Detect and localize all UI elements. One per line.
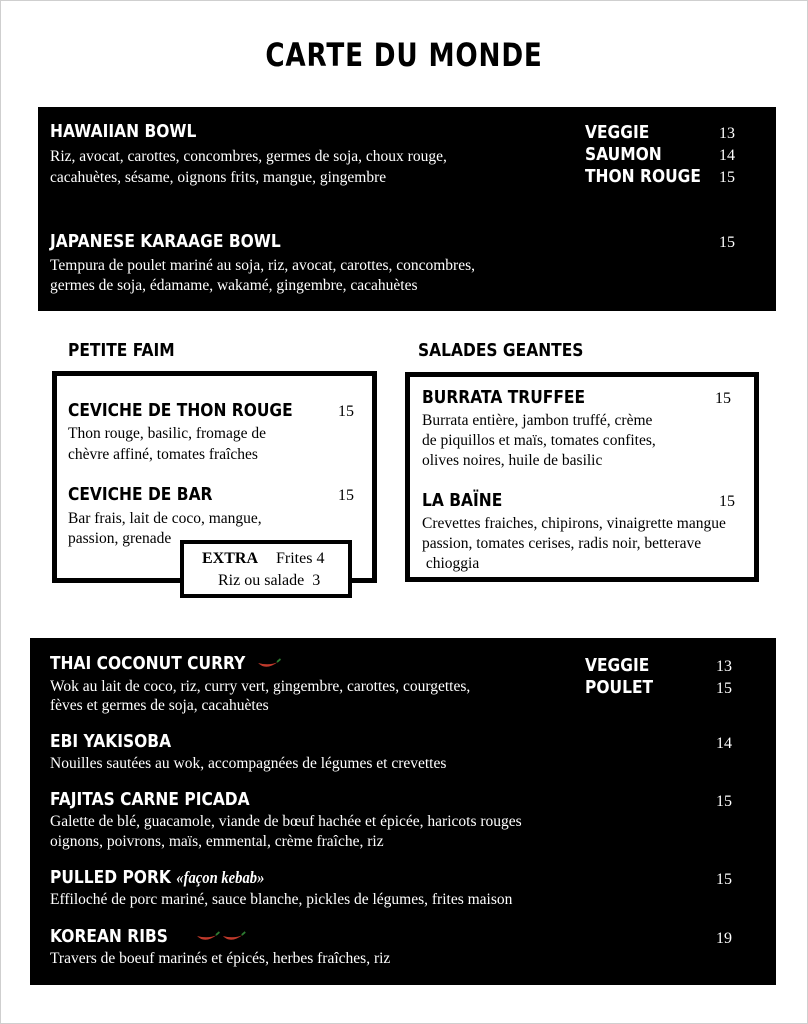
hawaiian-price-saumon: 14 [719, 147, 735, 164]
hawaiian-option-thon-rouge: THON ROUGE [585, 166, 701, 187]
ebi-yakisoba-name: EBI YAKISOBA [50, 731, 172, 752]
la-baine-desc-1: Crevettes fraiches, chipirons, vinaigrette mangue [422, 515, 726, 532]
la-baine-desc-2: passion, tomates cerises, radis noir, betterave [422, 535, 702, 552]
korean-ribs-price: 19 [716, 930, 732, 947]
extra-frites: Frites 4 [276, 550, 325, 567]
thai-price-veggie: 13 [716, 658, 732, 675]
page-title: CARTE DU MONDE [265, 36, 543, 74]
pulled-pork-subtitle: «façon kebab» [176, 868, 265, 887]
pulled-pork-name [50, 867, 264, 889]
chili-pepper-icon [256, 657, 282, 671]
hawaiian-bowl-desc-2: cacahuètes, sésame, oignons frits, mangue, gingembre [50, 169, 387, 186]
ceviche-thon-name: CEVICHE DE THON ROUGE [68, 400, 293, 421]
korean-ribs-desc: Travers de boeuf marinés et épicés, herbes fraîches, riz [50, 950, 391, 967]
ceviche-thon-price: 15 [338, 403, 354, 420]
thai-option-veggie: VEGGIE [585, 655, 650, 676]
karaage-bowl-name: JAPANESE KARAAGE BOWL [50, 231, 281, 252]
korean-ribs-label: KOREAN RIBS [50, 926, 168, 947]
hawaiian-option-saumon: SAUMON [585, 144, 662, 165]
burrata-desc-2: de piquillos et maïs, tomates confites, [422, 432, 656, 449]
ceviche-thon-desc-1: Thon rouge, basilic, fromage de [68, 425, 266, 442]
ceviche-thon-desc-2: chèvre affiné, tomates fraîches [68, 446, 258, 463]
korean-ribs-name [50, 926, 246, 948]
ceviche-bar-name: CEVICHE DE BAR [68, 484, 213, 505]
burrata-desc-3: olives noires, huile de basilic [422, 452, 603, 469]
la-baine-desc-3: chioggia [422, 555, 480, 572]
pulled-pork-price: 15 [716, 871, 732, 888]
burrata-price: 15 [715, 390, 731, 407]
pulled-pork-label: PULLED PORK [50, 867, 171, 888]
ebi-yakisoba-price: 14 [716, 735, 732, 752]
hawaiian-price-thon-rouge: 15 [719, 169, 735, 186]
salades-heading: SALADES GEANTES [418, 340, 584, 361]
thai-price-poulet: 15 [716, 680, 732, 697]
ebi-yakisoba-desc: Nouilles sautées au wok, accompagnées de légumes et crevettes [50, 755, 447, 772]
ceviche-bar-desc-2: passion, grenade [68, 530, 172, 547]
extra-box [180, 540, 352, 598]
thai-curry-desc-2: fèves et germes de soja, cacahuètes [50, 697, 269, 714]
karaage-bowl-desc-2: germes de soja, édamame, wakamé, gingembre, cacahuètes [50, 277, 418, 294]
hawaiian-bowl-name: HAWAIIAN BOWL [50, 121, 197, 142]
salades-box [405, 372, 759, 582]
thai-curry-desc-1: Wok au lait de coco, riz, curry vert, gingembre, carottes, courgettes, [50, 678, 471, 695]
la-baine-name: LA BAÏNE [422, 490, 503, 511]
chili-pepper-icon [194, 930, 220, 944]
hawaiian-bowl-desc-1: Riz, avocat, carottes, concombres, germes de soja, choux rouge, [50, 148, 447, 165]
karaage-bowl-price: 15 [719, 234, 735, 251]
thai-option-poulet: POULET [585, 677, 654, 698]
burrata-name: BURRATA TRUFFEE [422, 387, 586, 408]
ceviche-bar-price: 15 [338, 487, 354, 504]
burrata-desc-1: Burrata entière, jambon truffé, crème [422, 412, 653, 429]
la-baine-price: 15 [719, 493, 735, 510]
chili-pepper-icon [220, 930, 246, 944]
hawaiian-option-veggie: VEGGIE [585, 122, 650, 143]
pulled-pork-desc: Effiloché de porc mariné, sauce blanche, pickles de légumes, frites maison [50, 891, 513, 908]
fajitas-price: 15 [716, 793, 732, 810]
ceviche-bar-desc-1: Bar frais, lait de coco, mangue, [68, 510, 262, 527]
karaage-bowl-desc-1: Tempura de poulet mariné au soja, riz, avocat, carottes, concombres, [50, 257, 475, 274]
petite-faim-heading: PETITE FAIM [68, 340, 175, 361]
fajitas-name: FAJITAS CARNE PICADA [50, 789, 250, 810]
fajitas-desc-1: Galette de blé, guacamole, viande de bœuf hachée et épicée, haricots rouges [50, 813, 522, 830]
hawaiian-price-veggie: 13 [719, 125, 735, 142]
fajitas-desc-2: oignons, poivrons, maïs, emmental, crème fraîche, riz [50, 833, 384, 850]
bowls-section [38, 107, 776, 311]
thai-curry-name [50, 653, 282, 675]
extra-riz-salade: Riz ou salade 3 [218, 572, 321, 589]
mains-section [30, 638, 776, 985]
extra-label: EXTRA [202, 550, 259, 567]
thai-curry-label: THAI COCONUT CURRY [50, 653, 246, 674]
